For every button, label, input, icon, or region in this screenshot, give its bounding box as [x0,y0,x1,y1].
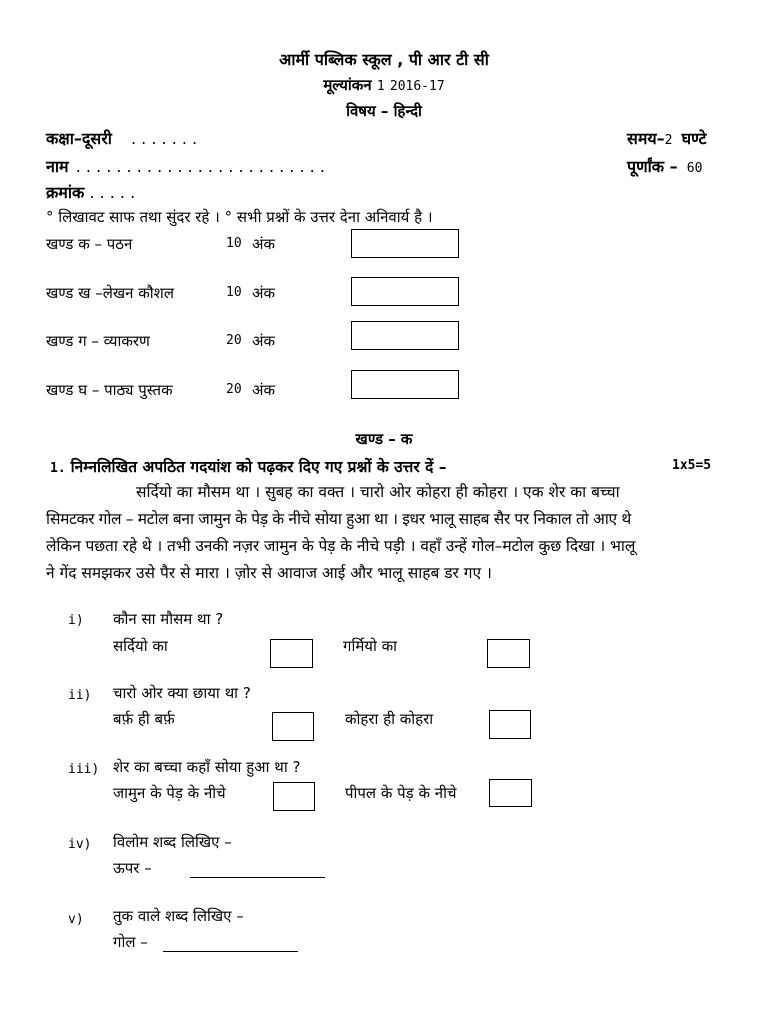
question-1-number: 1. [50,461,66,476]
answer-prompt: ऊपर – [113,859,152,877]
roll-dots: . . . . . [89,183,136,202]
question-number: iv) [68,837,92,852]
answer-prompt: गोल – [113,933,148,951]
roll-row [46,181,135,203]
section-score-box[interactable] [351,370,459,399]
class-dots: . . . . . . . [131,129,198,148]
section-label: खण्ड घ – पाठ्य पुस्तक [46,381,173,399]
time-unit: घण्टे [681,129,707,148]
passage-line: लेकिन पछता रहे थे । तभी उनकी नज़र जामुन के पेड़ के नीचे पड़ी । वहाँ उन्हें गोल–मटोल कुछ दिखा । भालू [46,537,636,555]
section-unit: अंक [252,381,275,399]
exam-label: मूल्यांकन [323,76,372,94]
question-1-marks: 1x5=5 [672,458,712,473]
option-2-checkbox[interactable] [489,779,532,807]
question-number: iii) [68,762,100,777]
marks-value: 60 [686,161,703,176]
question-1 [50,455,446,477]
passage-line: सिमटकर गोल – मटोल बना जामुन के पेड़ के नीचे सोया हुआ था । इधर भालू साहब सैर पर निकाल तो आए थे [46,510,631,528]
section-a-heading: खण्ड – क [355,430,413,448]
question-text: तुक वाले शब्द लिखिए – [113,907,244,925]
exam-number: 1 [376,79,385,94]
answer-line[interactable] [190,877,325,878]
option-1-label: जामुन के पेड़ के नीचे [113,784,226,802]
time-row [627,127,707,149]
question-text: विलोम शब्द लिखिए – [113,833,232,851]
option-2-label: कोहरा ही कोहरा [345,710,434,728]
subject: विषय – हिन्दी [346,102,422,120]
section-unit: अंक [252,235,275,253]
question-number: i) [68,613,84,628]
exam-title [0,75,768,95]
marks-row [627,155,702,177]
section-unit: अंक [252,284,275,302]
time-label: समय– [627,129,665,148]
answer-line[interactable] [163,951,298,952]
section-label: खण्ड ख –लेखन कौशल [46,284,175,302]
exam-year: 2016-17 [389,79,445,94]
time-value: 2 [664,133,673,148]
option-1-label: सर्दियो का [113,637,168,655]
question-text: शेर का बच्चा कहाँ सोया हुआ था ? [113,758,301,776]
roll-label: क्रमांक [46,183,85,202]
option-1-checkbox[interactable] [270,639,313,668]
class-row [46,127,197,149]
section-marks: 20 [226,382,242,397]
question-text: चारो ओर क्या छाया था ? [113,684,251,702]
section-score-box[interactable] [351,321,459,350]
passage-line: सर्दियो का मौसम था । सुबह का वक्त । चारो ओर कोहरा ही कोहरा । एक शेर का बच्चा [136,483,620,501]
option-1-checkbox[interactable] [272,712,314,741]
option-2-checkbox[interactable] [487,639,530,668]
name-dots: . . . . . . . . . . . . . . . . . . . . . . . . . [75,157,325,176]
section-marks: 10 [226,285,242,300]
section-unit: अंक [252,332,275,350]
section-label: खण्ड क – पठन [46,235,133,253]
section-label: खण्ड ग – व्याकरण [46,332,150,350]
section-score-box[interactable] [351,229,459,258]
class-label: कक्षा–दूसरी [46,129,112,148]
option-2-label: गर्मियो का [343,637,398,655]
question-text: कौन सा मौसम था ? [113,610,224,628]
instructions: ° लिखावट साफ तथा सुंदर रहे । ° सभी प्रश्नों के उत्तर देना अनिवार्य है । [46,208,433,226]
name-label: नाम [46,157,69,176]
passage-line: ने गेंद समझकर उसे पैर से मारा । ज़ोर से आवाज आई और भालू साहब डर गए । [46,564,492,582]
option-1-label: बर्फ़ ही बर्फ़ [113,710,175,728]
question-number: v) [68,912,84,927]
section-marks: 20 [226,333,242,348]
school-name: आर्मी पब्लिक स्कूल , पी आर टी सी [279,50,489,69]
option-2-checkbox[interactable] [489,710,531,739]
name-row [46,155,325,177]
section-marks: 10 [226,236,242,251]
option-1-checkbox[interactable] [273,782,315,811]
question-1-text: निम्नलिखित अपठित गदयांश को पढ़कर दिए गए प्रश्नों के उत्तर दें – [70,458,447,476]
question-number: ii) [68,688,92,703]
marks-label: पूर्णांक – [627,157,678,176]
section-score-box[interactable] [351,277,459,306]
option-2-label: पीपल के पेड़ के नीचे [345,784,457,802]
